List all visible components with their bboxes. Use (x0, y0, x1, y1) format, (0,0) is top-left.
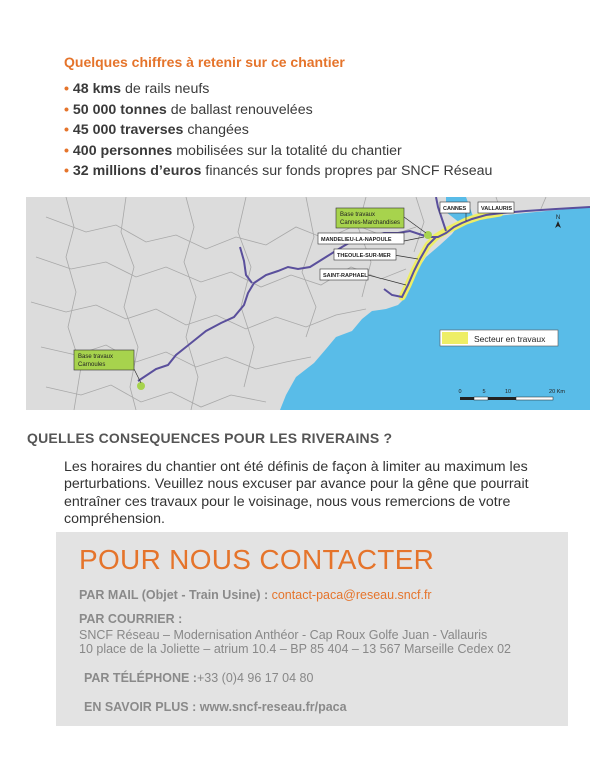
courrier-line-2: 10 place de la Joliette – atrium 10.4 – BP 85 404 – 13 567 Marseille Cedex 02 (79, 642, 511, 656)
fact-item (64, 141, 554, 162)
bullet-icon: • (64, 142, 69, 159)
fact-value: 400 personnes (72, 142, 173, 159)
base-cannes-label-2: Cannes-Marchandises (340, 220, 401, 226)
base-carnoules-label-2: Carnoules (78, 362, 106, 368)
vallauris-label: VALLAURIS (481, 206, 513, 212)
scale-label-5: 5 (482, 389, 486, 395)
facts-title: Quelques chiffres à retenir sur ce chantier (64, 54, 345, 70)
contact-phone-line (84, 671, 313, 685)
mandelieu-label: MANDELIEU-LA-NAPOULE (321, 237, 392, 243)
fact-item (64, 161, 554, 182)
scale-bar (460, 397, 553, 400)
fact-text: de rails neufs (121, 81, 210, 97)
theoule-label: THEOULE-SUR-MER (337, 253, 391, 259)
web-label: EN SAVOIR PLUS : (84, 700, 200, 714)
courrier-line-1: SNCF Réseau – Modernisation Anthéor - Cap Roux Golfe Juan - Vallauris (79, 628, 488, 642)
fact-item (64, 120, 554, 141)
contact-title: POUR NOUS CONTACTER (79, 544, 435, 575)
fact-text: mobilisées sur la totalité du chantier (172, 142, 402, 159)
legend-label: Secteur en travaux (474, 334, 546, 344)
mail-label: PAR MAIL (Objet - Train Usine) : (79, 588, 272, 602)
contact-mail-line (79, 588, 432, 602)
north-label: N (555, 215, 561, 221)
base-carnoules-label-1: Base travaux (78, 354, 114, 360)
fact-text: de ballast renouvelées (166, 101, 313, 118)
web-link[interactable]: www.sncf-reseau.fr/paca (199, 700, 347, 714)
fact-item (64, 100, 554, 121)
fact-value: 48 kms (72, 81, 122, 97)
scale-label-20: 20 Km (549, 389, 565, 395)
bullet-icon: • (64, 163, 69, 180)
courrier-label: PAR COURRIER : (79, 612, 183, 626)
riverains-text: Les horaires du chantier ont été définis de façon à limiter au maximum les perturbations. Veuillez nous excuser par avance pour la gêne que pourrait entraîner ces travaux pour le voisinage, nous vous remercions de votre compréhension. (64, 459, 529, 528)
phone-value[interactable]: +33 (0)4 96 17 04 80 (196, 671, 314, 685)
fact-text: changées (183, 122, 249, 139)
legend-swatch (442, 332, 468, 344)
riverains-title: QUELLES CONSEQUENCES POUR LES RIVERAINS ? (27, 430, 393, 446)
scale-label-10: 10 (504, 389, 512, 395)
phone-label: PAR TÉLÉPHONE : (84, 671, 197, 685)
fact-item (64, 79, 554, 100)
facts-list (64, 79, 554, 182)
scale-label-0: 0 (458, 389, 462, 395)
saint-raphael-label: SAINT-RAPHAEL (323, 273, 368, 279)
fact-value: 50 000 tonnes (72, 101, 167, 118)
bullet-icon: • (64, 81, 69, 97)
contact-web-line (84, 700, 347, 714)
bullet-icon: • (64, 122, 69, 139)
base-cannes-label-1: Base travaux (340, 212, 376, 218)
fact-text: financés sur fonds propres par SNCF Réseau (201, 163, 493, 180)
cannes-label: CANNES (443, 206, 467, 212)
works-map (26, 197, 590, 410)
base-carnoules-marker (137, 382, 145, 390)
fact-value: 45 000 traverses (72, 122, 184, 139)
contact-box (56, 532, 568, 726)
mail-link[interactable]: contact-paca@reseau.sncf.fr (271, 588, 432, 602)
bullet-icon: • (64, 101, 69, 118)
fact-value: 32 millions d’euros (72, 163, 202, 180)
